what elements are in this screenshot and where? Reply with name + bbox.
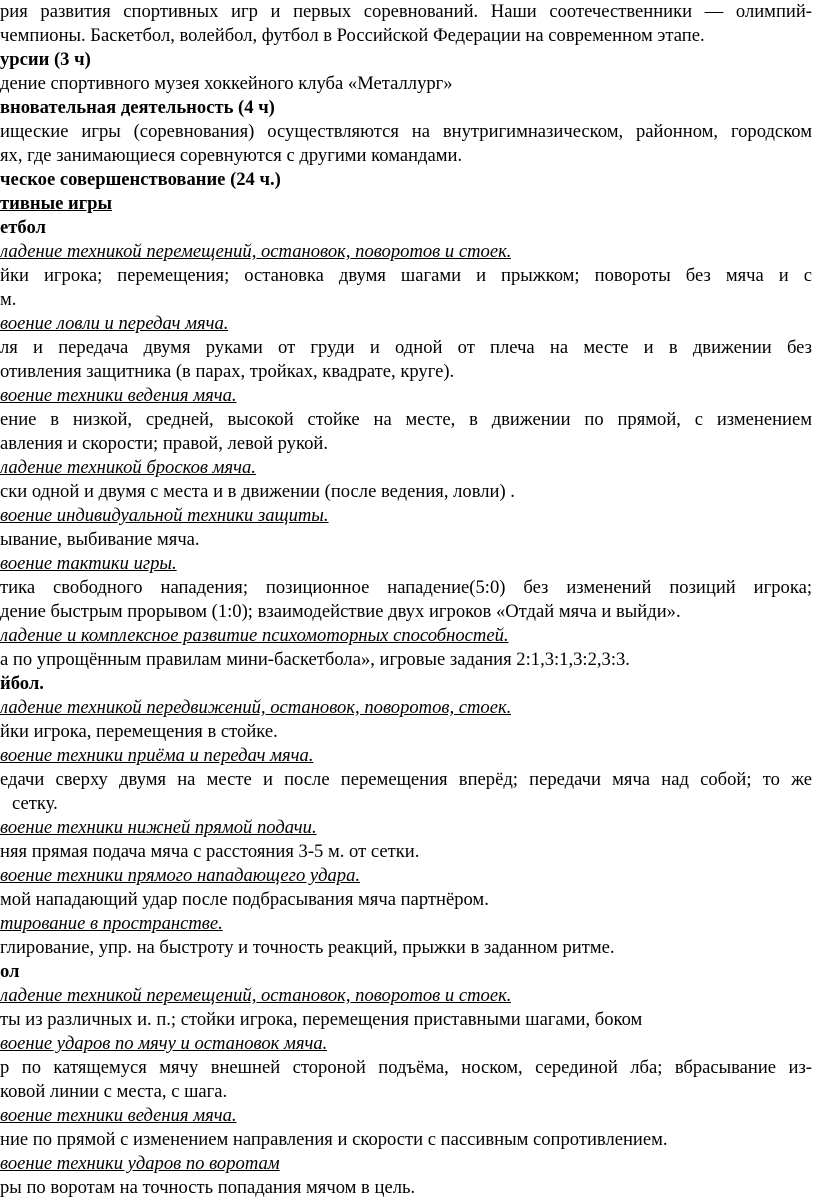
topic-title: воение техники ведения мяча. bbox=[0, 385, 237, 406]
text-line: ковой линии с места, с шага. bbox=[0, 1081, 228, 1102]
text-line: рия развития спортивных игр и первых соревнований. Наши соотечественники — олимпий- bbox=[0, 1, 812, 22]
text-line: ях, где занимающиеся соревнуются с другими командами. bbox=[0, 145, 463, 166]
sport-heading: етбол bbox=[0, 217, 46, 238]
topic-title: воение техники ведения мяча. bbox=[0, 1105, 237, 1126]
text-line: няя прямая подача мяча с расстояния 3-5 м. от сетки. bbox=[0, 841, 420, 862]
text-line: ля и передача двумя руками от груди и одной от плеча на месте и в движении без bbox=[0, 337, 812, 358]
topic-title: воение индивидуальной техники защиты. bbox=[0, 505, 329, 526]
text-line: дение быстрым прорывом (1:0); взаимодействие двух игроков «Отдай мяча и выйди». bbox=[0, 601, 681, 622]
topic-title: ладение техникой перемещений, остановок, поворотов и стоек. bbox=[0, 241, 512, 262]
text-line: мой нападающий удар после подбрасывания мяча партнёром. bbox=[0, 889, 489, 910]
section-heading: урсии (3 ч) bbox=[0, 49, 91, 70]
topic-title: воение тактики игры. bbox=[0, 553, 177, 574]
text-line: ние по прямой с изменением направления и скорости с пассивным сопротивлением. bbox=[0, 1129, 668, 1150]
text-line: сетку. bbox=[12, 793, 58, 814]
topic-title: тирование в пространстве. bbox=[0, 913, 223, 934]
topic-title: воение ловли и передач мяча. bbox=[0, 313, 229, 334]
topic-title: воение техники прямого нападающего удара. bbox=[0, 865, 361, 886]
topic-title: воение техники ударов по воротам bbox=[0, 1153, 280, 1174]
text-line: ение в низкой, средней, высокой стойке на месте, в движении по прямой, с изменением bbox=[0, 409, 812, 430]
text-line: йки игрока; перемещения; остановка двумя шагами и прыжком; повороты без мяча и с bbox=[0, 265, 812, 286]
text-line: ты из различных и. п.; стойки игрока, перемещения приставными шагами, боком bbox=[0, 1009, 643, 1030]
subsection-heading: тивные игры bbox=[0, 193, 113, 214]
topic-title: ладение и комплексное развитие психомоторных способностей. bbox=[0, 625, 509, 646]
sport-heading: йбол. bbox=[0, 673, 44, 694]
text-line: едачи сверху двумя на месте и после перемещения вперёд; передачи мяча над собой; то же bbox=[0, 769, 812, 790]
text-line: ры по воротам на точность попадания мячом в цель. bbox=[0, 1177, 416, 1198]
text-line: ски одной и двумя с места и в движении (после ведения, ловли) . bbox=[0, 481, 515, 502]
topic-title: воение техники приёма и передач мяча. bbox=[0, 745, 314, 766]
topic-title: воение техники нижней прямой подачи. bbox=[0, 817, 317, 838]
text-line: дение спортивного музея хоккейного клуба «Металлург» bbox=[0, 73, 453, 94]
topic-title: воение ударов по мячу и остановок мяча. bbox=[0, 1033, 328, 1054]
section-heading: вновательная деятельность (4 ч) bbox=[0, 97, 275, 118]
sport-heading: ол bbox=[0, 961, 20, 982]
text-line: а по упрощённым правилам мини-баскетбола», игровые задания 2:1,3:1,3:2,3:3. bbox=[0, 649, 630, 670]
text-line: чемпионы. Баскетбол, волейбол, футбол в Российской Федерации на современном этапе. bbox=[0, 25, 705, 46]
section-heading: ческое совершенствование (24 ч.) bbox=[0, 169, 281, 190]
text-line: м. bbox=[0, 289, 17, 310]
text-line: отивления защитника (в парах, тройках, квадрате, круге). bbox=[0, 361, 455, 382]
text-line: ищеские игры (соревнования) осуществляются на внутригимназическом, районном, городском bbox=[0, 121, 812, 142]
topic-title: ладение техникой перемещений, остановок, поворотов и стоек. bbox=[0, 985, 512, 1006]
topic-title: ладение техникой передвижений, остановок, поворотов, стоек. bbox=[0, 697, 512, 718]
text-line: глирование, упр. на быстроту и точность реакций, прыжки в заданном ритме. bbox=[0, 937, 615, 958]
text-line: ывание, выбивание мяча. bbox=[0, 529, 200, 550]
text-line: тика свободного нападения; позиционное нападение(5:0) без изменений позиций игрока; bbox=[0, 577, 812, 598]
text-line: авления и скорости; правой, левой рукой. bbox=[0, 433, 328, 454]
text-line: р по катящемуся мячу внешней стороной подъёма, носком, серединой лба; вбрасывание из- bbox=[0, 1057, 812, 1078]
text-line: йки игрока, перемещения в стойке. bbox=[0, 721, 278, 742]
topic-title: ладение техникой бросков мяча. bbox=[0, 457, 256, 478]
